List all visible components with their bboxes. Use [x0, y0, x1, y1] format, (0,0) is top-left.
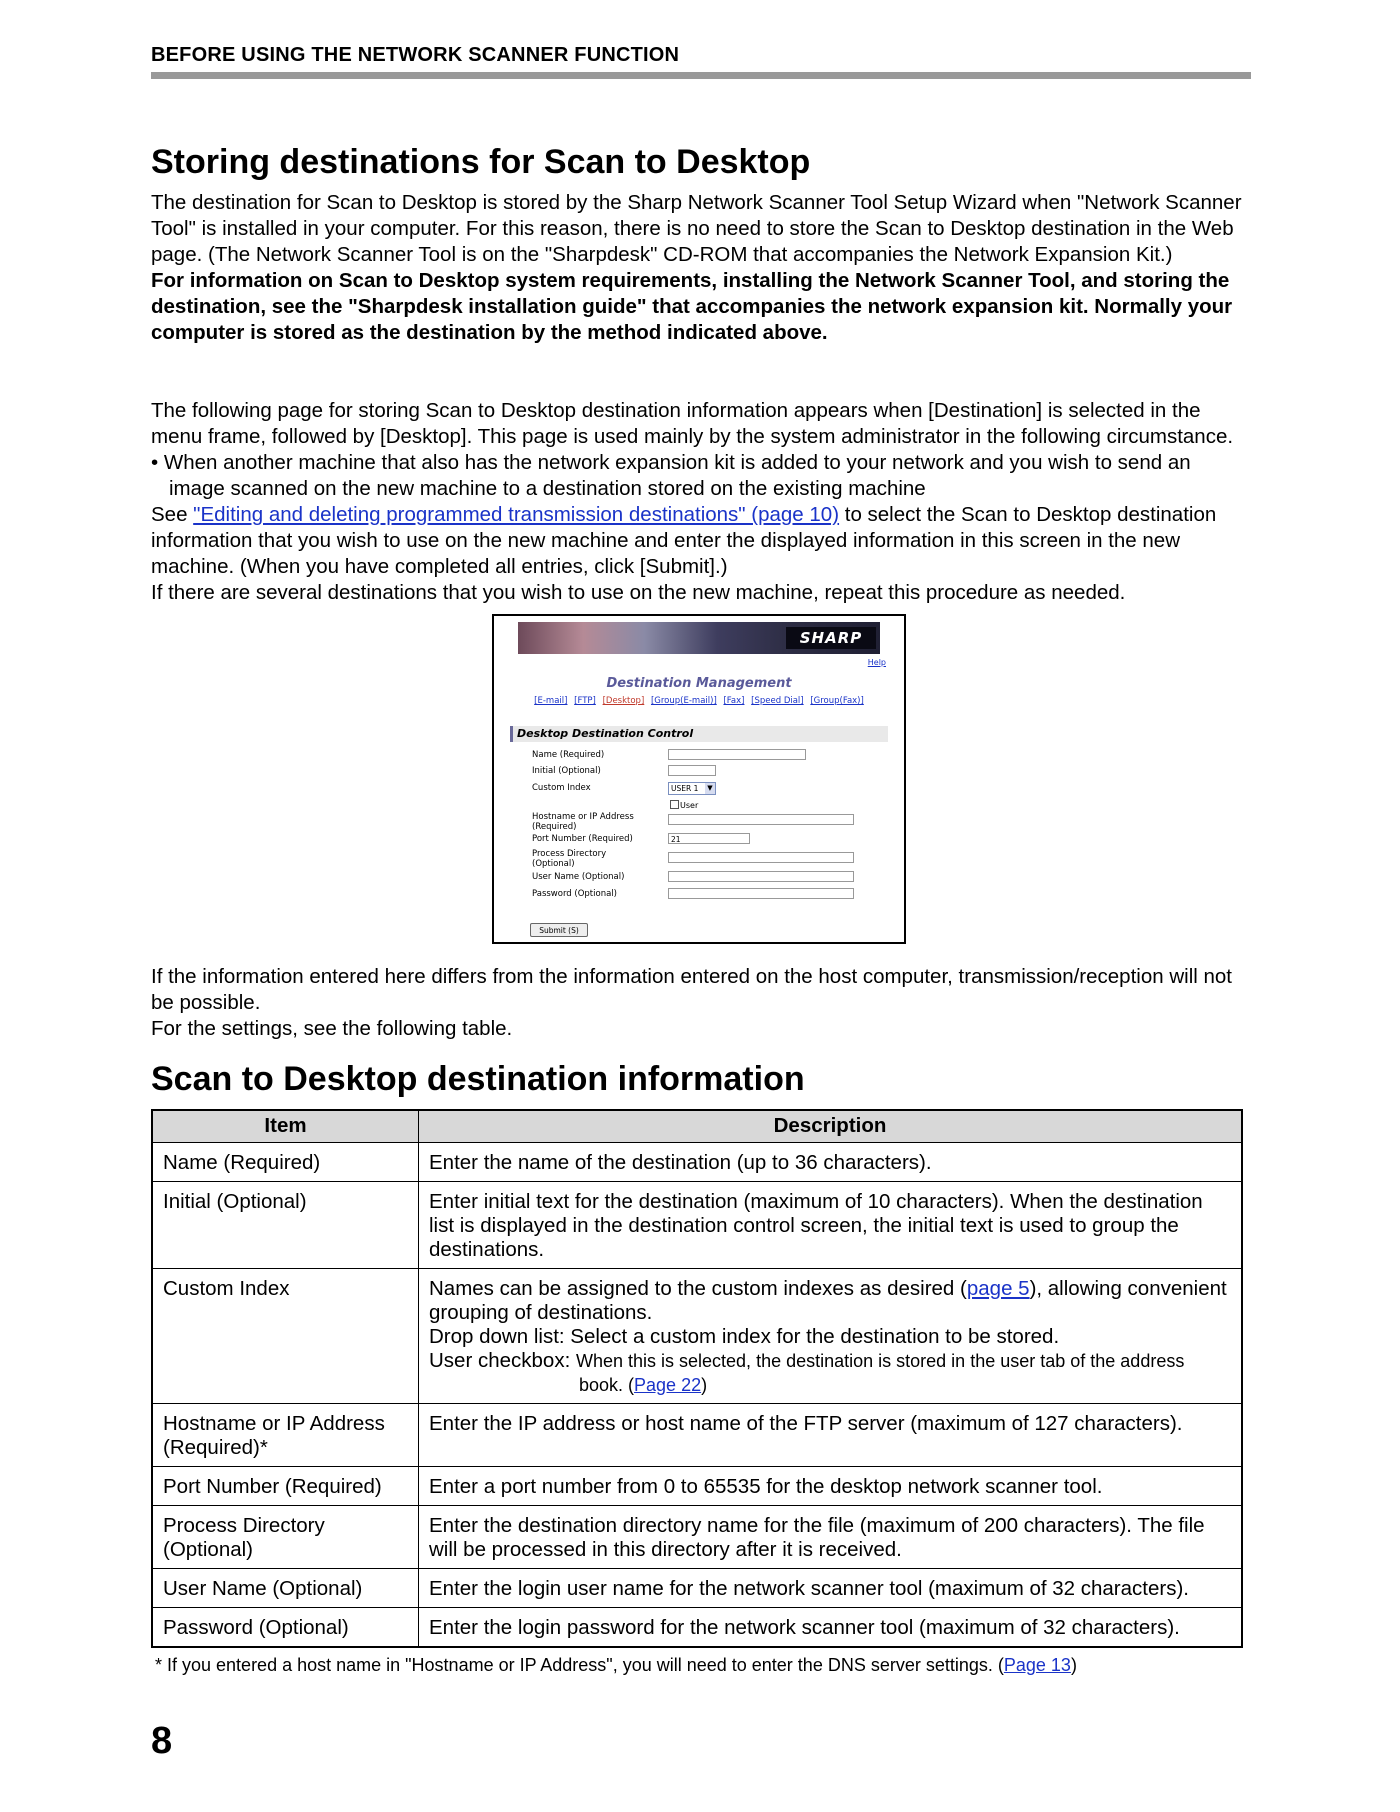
link-speed-dial[interactable]: [Speed Dial]	[751, 696, 804, 706]
row-item: Name (Required)	[152, 1143, 419, 1182]
note-block	[151, 964, 1251, 1042]
sharp-banner	[518, 622, 880, 654]
directory-label-2: (Optional)	[532, 859, 575, 869]
circumstance-block	[151, 398, 1251, 606]
bullet-text: When another machine that also has the network expansion kit is added to your network and you wish to send an image scanned on the new machine to a destination stored on the existing machine	[163, 451, 1191, 500]
page-number: 8	[151, 1720, 173, 1762]
row-item: Port Number (Required)	[152, 1467, 419, 1506]
directory-input[interactable]	[668, 852, 854, 863]
custom-index-select[interactable]	[668, 782, 716, 795]
row-item: Custom Index	[152, 1269, 419, 1404]
link-fax[interactable]: [Fax]	[723, 696, 745, 706]
footnote	[155, 1655, 1077, 1676]
initial-input[interactable]	[668, 765, 716, 776]
link-desktop[interactable]: [Desktop]	[602, 696, 645, 706]
hostname-label	[532, 812, 634, 832]
editing-destinations-link[interactable]: "Editing and deleting programmed transmission destinations" (page 10)	[193, 503, 840, 526]
desc-text: book. (	[579, 1375, 635, 1395]
circumstance-paragraph: The following page for storing Scan to Desktop destination information appears when [Destination] is selected in the menu frame, followed by [Desktop]. This page is used mainly by the system administrator in the following circumstance.	[151, 399, 1234, 448]
see-paragraph	[151, 502, 1251, 580]
section-header: BEFORE USING THE NETWORK SCANNER FUNCTION	[151, 44, 680, 66]
header-item: Item	[152, 1110, 419, 1143]
name-input[interactable]	[668, 749, 806, 760]
custom-index-value: USER 1	[671, 784, 699, 793]
custom-index-label: Custom Index	[532, 783, 591, 793]
desc-text: )	[701, 1375, 708, 1395]
checkbox-icon	[670, 800, 679, 809]
row-item: Process Directory (Optional)	[152, 1506, 419, 1569]
link-email[interactable]: [E-mail]	[534, 696, 568, 706]
user-checkbox-text: When this is selected, the destination is stored in the user tab of the address	[575, 1351, 1185, 1371]
user-checkbox-term: User checkbox:	[429, 1349, 576, 1372]
row-item: Password (Optional)	[152, 1608, 419, 1648]
submit-button[interactable]: Submit (S)	[530, 923, 588, 937]
username-label: User Name (Optional)	[532, 872, 625, 882]
desc-text: ), allowing convenient grouping of destinations.	[429, 1277, 1227, 1324]
intro-block	[151, 190, 1251, 346]
port-input[interactable]: 21	[668, 833, 750, 844]
store-heading: Storing destinations for Scan to Desktop	[151, 143, 811, 181]
link-group-fax[interactable]: [Group(Fax)]	[810, 696, 864, 706]
password-label: Password (Optional)	[532, 889, 617, 899]
user-checkbox[interactable]	[670, 800, 698, 810]
footnote-text: * If you entered a host name in "Hostname or IP Address", you will need to enter the DNS server settings. (	[155, 1655, 1004, 1675]
row-item: Hostname or IP Address (Required)*	[152, 1404, 419, 1467]
row-description: Enter a port number from 0 to 65535 for the desktop network scanner tool.	[419, 1467, 1243, 1506]
user-checkbox-label: User	[680, 801, 699, 810]
footnote-text: )	[1070, 1655, 1077, 1675]
desc-text: Names can be assigned to the custom indexes as desired (	[429, 1277, 967, 1300]
info-heading: Scan to Desktop destination information	[151, 1060, 805, 1098]
page-22-link[interactable]: Page 22	[634, 1375, 702, 1395]
row-description	[419, 1269, 1243, 1404]
custom-index-desc	[429, 1277, 1231, 1325]
page-5-link[interactable]: page 5	[966, 1277, 1030, 1300]
hostname-label-2: (Required)	[532, 822, 577, 832]
row-description: Enter the login password for the network scanner tool (maximum of 32 characters).	[419, 1608, 1243, 1648]
name-label: Name (Required)	[532, 750, 605, 760]
repeat-paragraph: If there are several destinations that you wish to use on the new machine, repeat this procedure as needed.	[151, 581, 1126, 604]
row-description: Enter initial text for the destination (maximum of 10 characters). When the destination list is displayed in the destination control screen, the initial text is used to group the destinations.	[419, 1182, 1243, 1269]
row-item: User Name (Optional)	[152, 1569, 419, 1608]
chevron-down-icon: ▼	[705, 783, 715, 794]
header-description: Description	[419, 1110, 1243, 1143]
page-13-link[interactable]: Page 13	[1003, 1655, 1071, 1675]
password-input[interactable]	[668, 888, 854, 899]
directory-label	[532, 849, 606, 869]
directory-label-1: Process Directory	[532, 849, 607, 859]
table-row	[152, 1569, 1242, 1608]
table-row	[152, 1143, 1242, 1182]
row-description: Enter the name of the destination (up to 36 characters).	[419, 1143, 1243, 1182]
destination-screenshot	[492, 614, 906, 944]
hostname-input[interactable]	[668, 814, 854, 825]
table-row	[152, 1608, 1242, 1648]
port-label: Port Number (Required)	[532, 834, 633, 844]
hostname-label-1: Hostname or IP Address	[532, 812, 634, 822]
see-table-note: For the settings, see the following table.	[151, 1017, 513, 1040]
row-description: Enter the destination directory name for the file (maximum of 200 characters). The file will be processed in this directory after it is received.	[419, 1506, 1243, 1569]
table-row	[152, 1467, 1242, 1506]
header-rule	[151, 72, 1251, 79]
destination-type-links	[494, 696, 904, 706]
username-input[interactable]	[668, 871, 854, 882]
link-group-email[interactable]: [Group(E-mail)]	[650, 696, 717, 706]
table-row	[152, 1269, 1242, 1404]
table-row	[152, 1404, 1242, 1467]
row-description: Enter the IP address or host name of the FTP server (maximum of 127 characters).	[419, 1404, 1243, 1467]
row-item: Initial (Optional)	[152, 1182, 419, 1269]
link-ftp[interactable]: [FTP]	[574, 696, 596, 706]
drop-down-desc: Drop down list: Select a custom index for the destination to be stored.	[429, 1325, 1060, 1348]
initial-label: Initial (Optional)	[532, 766, 601, 776]
user-checkbox-desc	[429, 1349, 1231, 1373]
help-link[interactable]: Help	[867, 658, 886, 667]
table-row	[152, 1182, 1242, 1269]
see-prefix: See	[151, 503, 194, 526]
info-table	[151, 1109, 1243, 1648]
intro-bold-note: For information on Scan to Desktop system requirements, installing the Network Scanner Tool, and storing the destination, see the "Sharpdesk installation guide" that accompanies the network expansion kit. Normally your computer is stored as the destination by the method indicated above.	[151, 269, 1233, 344]
see-suffix: to select the Scan to Desktop destination information that you wish to use on the new machine and enter the displayed information in this screen in the new machine. (When you have completed all entries, click [Submit].)	[151, 503, 1217, 578]
intro-paragraph: The destination for Scan to Desktop is stored by the Sharp Network Scanner Tool Setup Wizard when "Network Scanner Tool" is installed in your computer. For this reason, there is no need to store the Scan to Desktop destination in the Web page. (The Network Scanner Tool is on the "Sharpdesk" CD-ROM that accompanies the Network Expansion Kit.)	[151, 191, 1242, 266]
mismatch-note: If the information entered here differs from the information entered on the host computer, transmission/reception will not be possible.	[151, 965, 1232, 1014]
desktop-control-title: Desktop Destination Control	[510, 726, 888, 742]
circumstance-bullet: • When another machine that also has the network expansion kit is added to your network and you wish to send an image scanned on the new machine to a destination stored on the existing machine	[151, 451, 1191, 500]
destination-management-title: Destination Management	[606, 676, 792, 691]
address-book-desc	[429, 1373, 1231, 1397]
sharp-logo: SHARP	[786, 627, 876, 649]
row-description: Enter the login user name for the network scanner tool (maximum of 32 characters).	[419, 1569, 1243, 1608]
table-row	[152, 1506, 1242, 1569]
table-header-row	[152, 1110, 1242, 1143]
